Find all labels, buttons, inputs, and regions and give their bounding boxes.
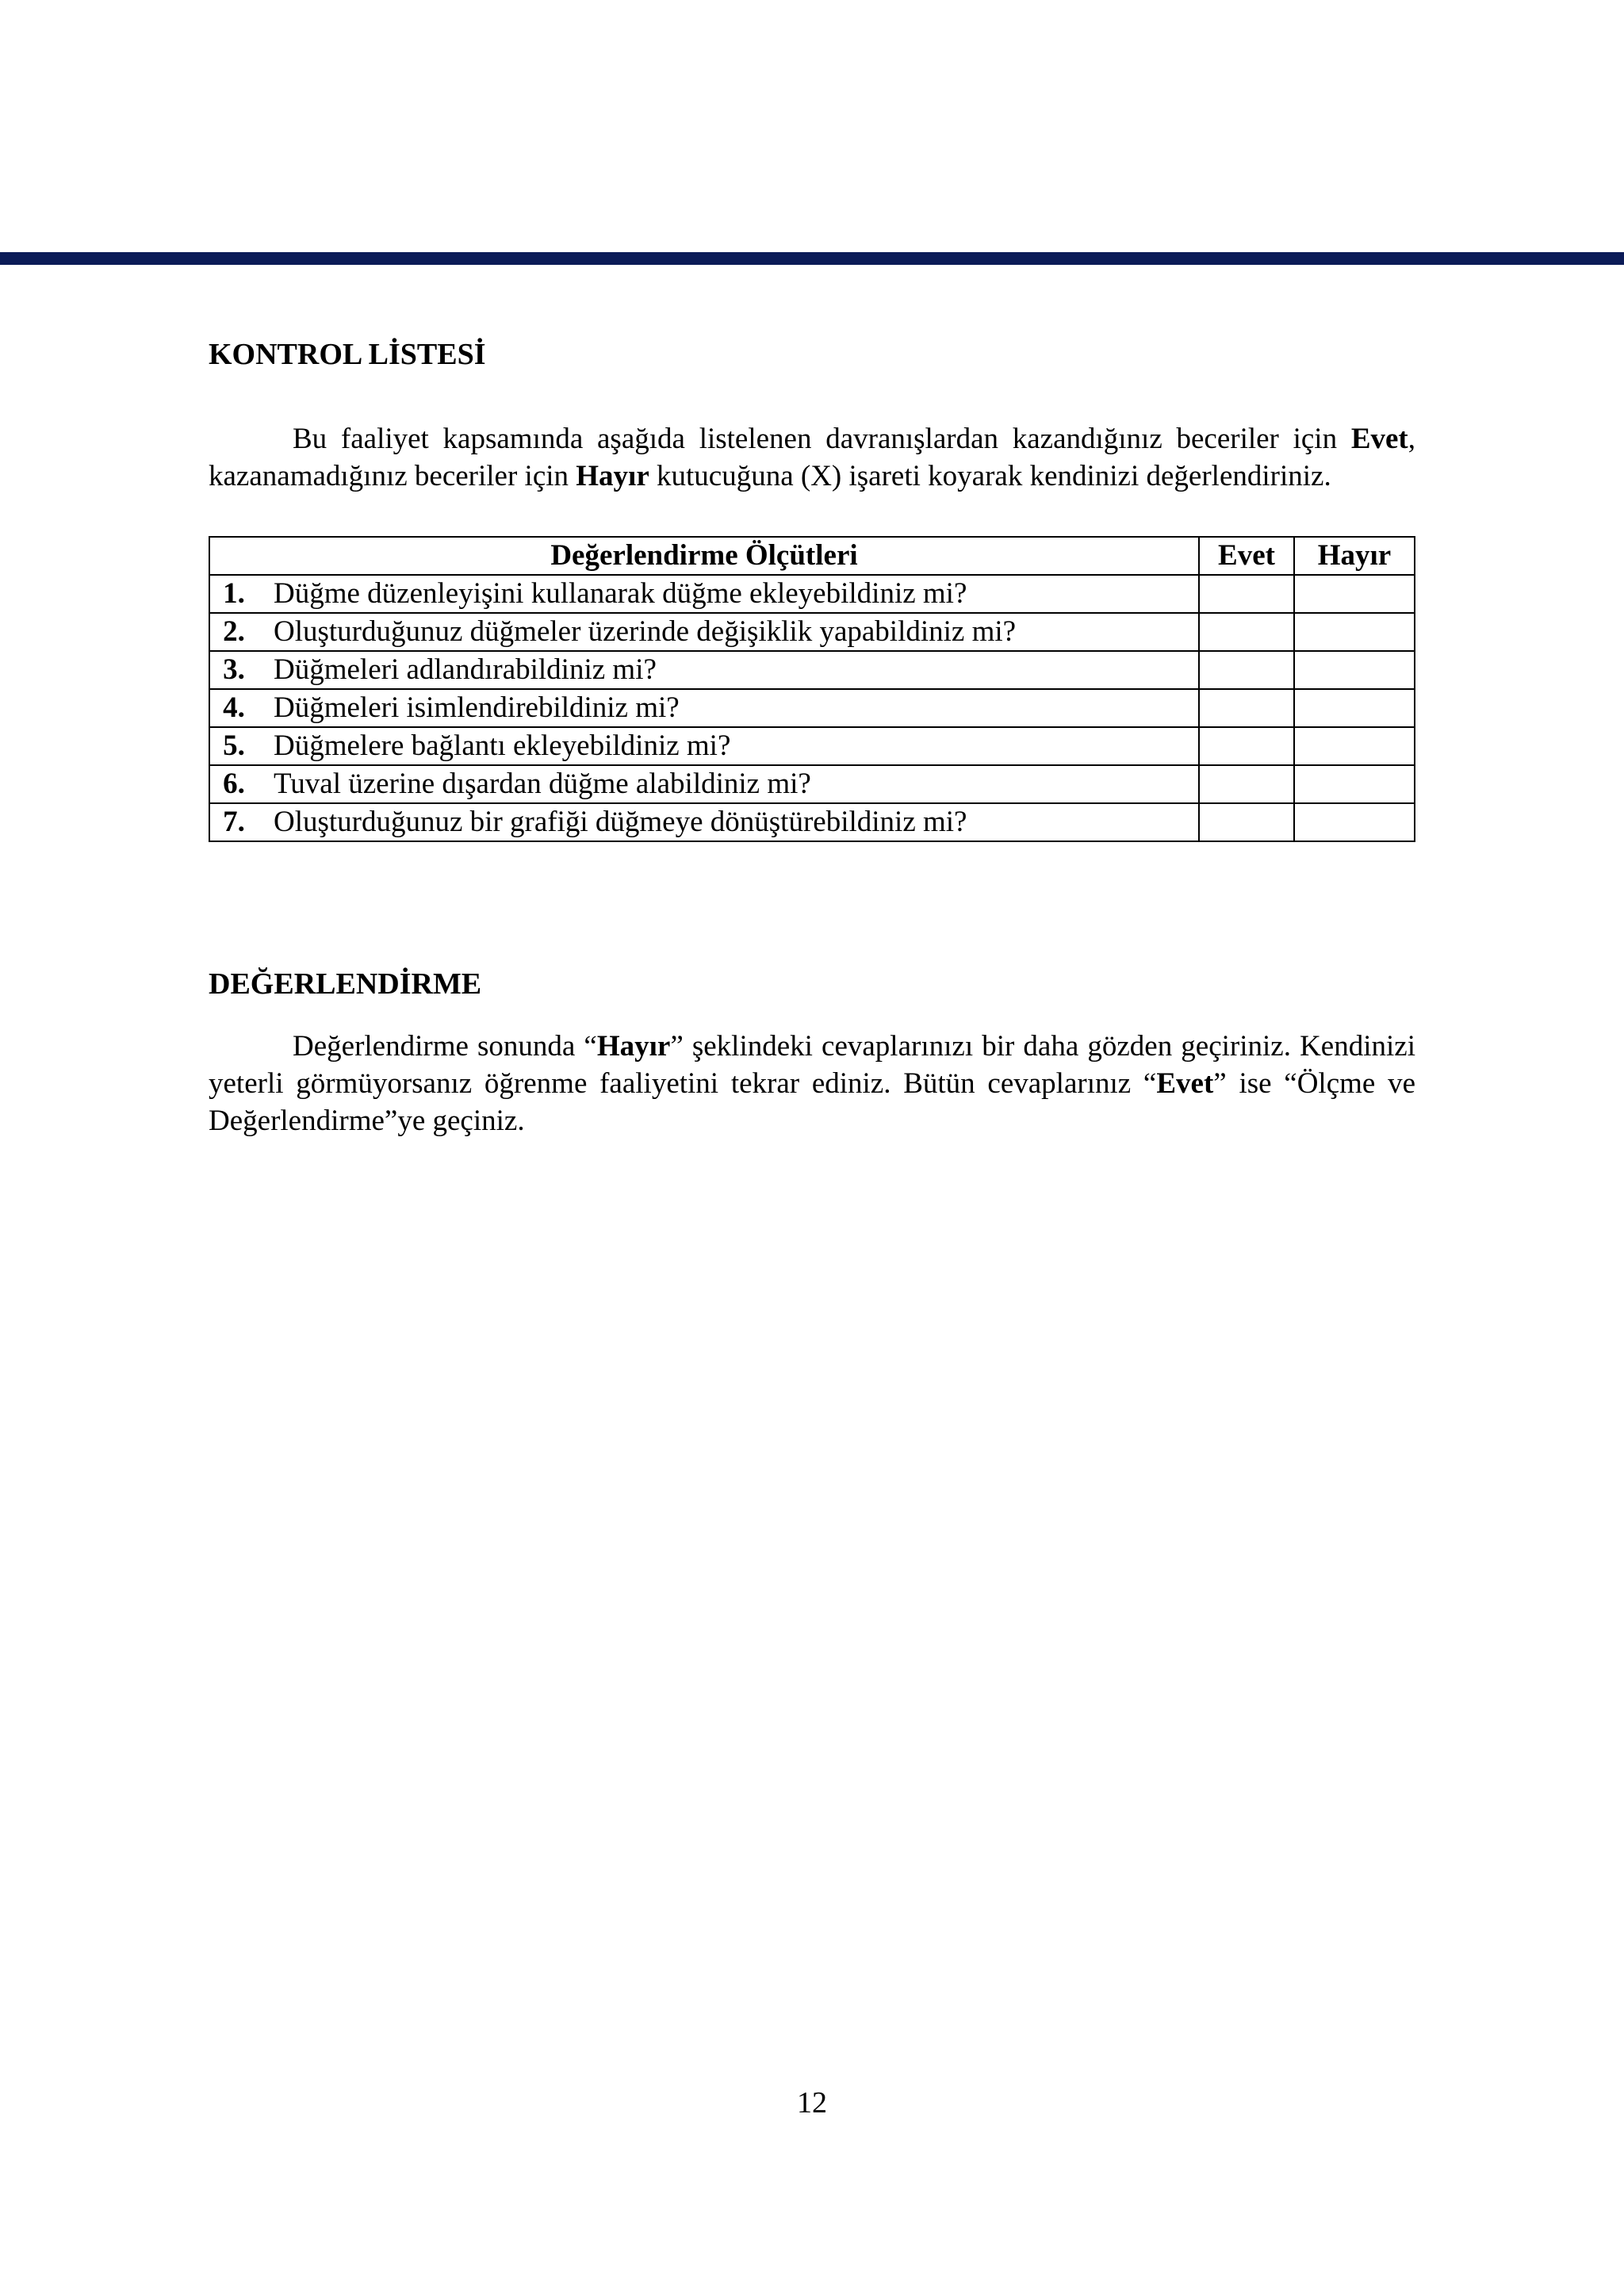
- yes-checkbox-cell[interactable]: [1199, 689, 1294, 727]
- row-criterion: Düğmelere bağlantı ekleyebildiniz mi?: [258, 727, 1199, 765]
- page-number: 12: [797, 2086, 827, 2120]
- intro-text-3: kutucuğuna (X) işareti koyarak kendinizi değerlendiriniz.: [649, 460, 1331, 492]
- intro-text-2: , kazanamadığınız beceriler için: [209, 423, 1415, 492]
- row-criterion: Oluşturduğunuz bir grafiği düğmeye dönüştürebildiniz mi?: [258, 803, 1199, 841]
- eval-text-2: ” şeklindeki cevaplarınızı bir daha gözden geçiriniz. Kendinizi yeterli görmüyorsanız öğrenme faaliyetini tekrar ediniz. Bütün cevaplarınız “: [209, 1030, 1415, 1100]
- header-criteria: Değerlendirme Ölçütleri: [209, 537, 1199, 575]
- page-content: [209, 331, 1415, 1139]
- eval-evet: Evet: [1156, 1067, 1214, 1100]
- eval-text-3: ” ise “Ölçme ve Değerlendirme”ye geçiniz.: [209, 1067, 1415, 1137]
- evaluation-text: [209, 1028, 1415, 1139]
- intro-hayir: Hayır: [576, 460, 649, 492]
- row-number: 3.: [209, 651, 258, 689]
- no-checkbox-cell[interactable]: [1294, 803, 1415, 841]
- row-number: 6.: [209, 765, 258, 803]
- header-bar: [0, 252, 1624, 265]
- table-row: [209, 803, 1415, 841]
- header-no: Hayır: [1294, 537, 1415, 575]
- header-yes: Evet: [1199, 537, 1294, 575]
- table-row: [209, 765, 1415, 803]
- yes-checkbox-cell[interactable]: [1199, 651, 1294, 689]
- row-number: 7.: [209, 803, 258, 841]
- yes-checkbox-cell[interactable]: [1199, 765, 1294, 803]
- yes-checkbox-cell[interactable]: [1199, 613, 1294, 651]
- row-number: 2.: [209, 613, 258, 651]
- table-row: [209, 613, 1415, 651]
- row-criterion: Düğme düzenleyişini kullanarak düğme ekleyebildiniz mi?: [258, 575, 1199, 613]
- no-checkbox-cell[interactable]: [1294, 613, 1415, 651]
- evaluation-heading: DEĞERLENDİRME: [209, 967, 482, 1001]
- table-header-row: [209, 537, 1415, 575]
- criteria-table: [209, 536, 1415, 842]
- table-row: [209, 727, 1415, 765]
- row-criterion: Düğmeleri adlandırabildiniz mi?: [258, 651, 1199, 689]
- yes-checkbox-cell[interactable]: [1199, 803, 1294, 841]
- checklist-heading: KONTROL LİSTESİ: [209, 338, 486, 371]
- row-number: 1.: [209, 575, 258, 613]
- no-checkbox-cell[interactable]: [1294, 575, 1415, 613]
- table-row: [209, 689, 1415, 727]
- row-number: 4.: [209, 689, 258, 727]
- yes-checkbox-cell[interactable]: [1199, 727, 1294, 765]
- row-criterion: Tuval üzerine dışardan düğme alabildiniz mi?: [258, 765, 1199, 803]
- no-checkbox-cell[interactable]: [1294, 727, 1415, 765]
- checklist-intro: [209, 420, 1415, 495]
- intro-text-1: Bu faaliyet kapsamında aşağıda listelenen davranışlardan kazandığınız beceriler için: [293, 423, 1351, 455]
- eval-hayir: Hayır: [596, 1030, 671, 1063]
- eval-text-1: Değerlendirme sonunda “: [293, 1030, 597, 1063]
- no-checkbox-cell[interactable]: [1294, 651, 1415, 689]
- no-checkbox-cell[interactable]: [1294, 689, 1415, 727]
- row-criterion: Düğmeleri isimlendirebildiniz mi?: [258, 689, 1199, 727]
- table-row: [209, 575, 1415, 613]
- no-checkbox-cell[interactable]: [1294, 765, 1415, 803]
- intro-evet: Evet: [1350, 423, 1408, 455]
- row-number: 5.: [209, 727, 258, 765]
- table-row: [209, 651, 1415, 689]
- criteria-body: [209, 575, 1415, 841]
- row-criterion: Oluşturduğunuz düğmeler üzerinde değişiklik yapabildiniz mi?: [258, 613, 1199, 651]
- yes-checkbox-cell[interactable]: [1199, 575, 1294, 613]
